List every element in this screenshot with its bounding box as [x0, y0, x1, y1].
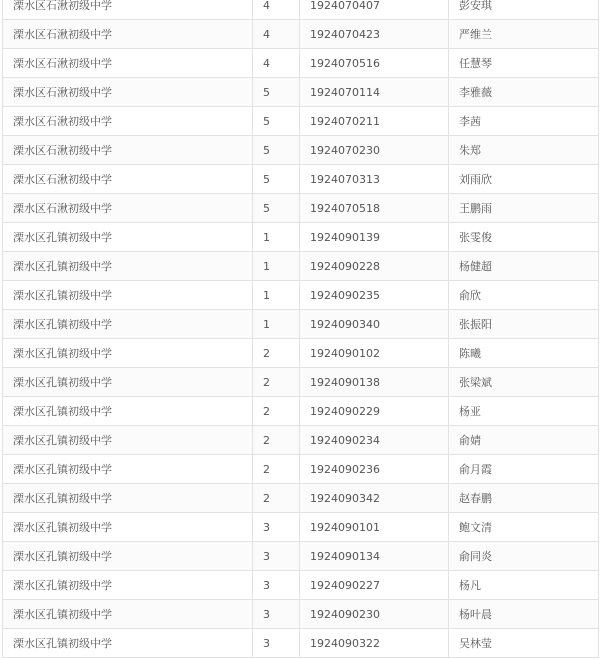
school-cell: 溧水区石湫初级中学: [3, 20, 253, 49]
school-cell: 溧水区石湫初级中学: [3, 0, 253, 20]
exam-number-cell: 1924070407: [300, 0, 449, 20]
table-row: [3, 107, 599, 136]
exam-number-cell: 1924090230: [300, 600, 449, 629]
class-cell: 5: [253, 107, 300, 136]
table-row: [3, 0, 599, 20]
student-name-cell: 陈曦: [449, 339, 599, 368]
class-cell: 2: [253, 484, 300, 513]
table-row: [3, 455, 599, 484]
table-row: [3, 513, 599, 542]
class-cell: 1: [253, 252, 300, 281]
exam-number-cell: 1924090342: [300, 484, 449, 513]
school-cell: 溧水区孔镇初级中学: [3, 252, 253, 281]
student-name-cell: 彭安琪: [449, 0, 599, 20]
class-cell: 3: [253, 629, 300, 658]
class-cell: 3: [253, 600, 300, 629]
student-name-cell: 鲍文清: [449, 513, 599, 542]
table-row: [3, 281, 599, 310]
school-cell: 溧水区孔镇初级中学: [3, 310, 253, 339]
class-cell: 5: [253, 136, 300, 165]
school-cell: 溧水区孔镇初级中学: [3, 368, 253, 397]
table-row: [3, 629, 599, 658]
class-cell: 1: [253, 223, 300, 252]
exam-number-cell: 1924090227: [300, 571, 449, 600]
table-row: [3, 368, 599, 397]
student-name-cell: 刘雨欣: [449, 165, 599, 194]
school-cell: 溧水区孔镇初级中学: [3, 571, 253, 600]
table-row: [3, 49, 599, 78]
school-cell: 溧水区孔镇初级中学: [3, 600, 253, 629]
student-name-cell: 朱郑: [449, 136, 599, 165]
school-cell: 溧水区石湫初级中学: [3, 107, 253, 136]
table-row: [3, 78, 599, 107]
student-name-cell: 俞婧: [449, 426, 599, 455]
student-name-cell: 杨亚: [449, 397, 599, 426]
class-cell: 2: [253, 455, 300, 484]
school-cell: 溧水区石湫初级中学: [3, 78, 253, 107]
table-row: [3, 20, 599, 49]
table-row: [3, 310, 599, 339]
school-cell: 溧水区石湫初级中学: [3, 194, 253, 223]
student-name-cell: 杨凡: [449, 571, 599, 600]
student-name-cell: 赵春鹏: [449, 484, 599, 513]
class-cell: 4: [253, 20, 300, 49]
table-row: [3, 484, 599, 513]
student-name-cell: 张雯俊: [449, 223, 599, 252]
student-name-cell: 李茜: [449, 107, 599, 136]
table-row: [3, 136, 599, 165]
exam-number-cell: 1924090229: [300, 397, 449, 426]
exam-number-cell: 1924070230: [300, 136, 449, 165]
student-name-cell: 王鹏雨: [449, 194, 599, 223]
exam-number-cell: 1924070211: [300, 107, 449, 136]
table-row: [3, 339, 599, 368]
exam-number-cell: 1924070114: [300, 78, 449, 107]
exam-number-cell: 1924090101: [300, 513, 449, 542]
exam-number-cell: 1924090234: [300, 426, 449, 455]
student-name-cell: 杨叶晨: [449, 600, 599, 629]
exam-number-cell: 1924070423: [300, 20, 449, 49]
school-cell: 溧水区孔镇初级中学: [3, 281, 253, 310]
school-cell: 溧水区孔镇初级中学: [3, 542, 253, 571]
student-name-cell: 李雅薇: [449, 78, 599, 107]
class-cell: 2: [253, 426, 300, 455]
class-cell: 4: [253, 0, 300, 20]
table-row: [3, 397, 599, 426]
class-cell: 2: [253, 368, 300, 397]
class-cell: 3: [253, 571, 300, 600]
class-cell: 2: [253, 339, 300, 368]
student-name-cell: 张振阳: [449, 310, 599, 339]
exam-number-cell: 1924090228: [300, 252, 449, 281]
class-cell: 1: [253, 281, 300, 310]
table-row: [3, 426, 599, 455]
table-row: [3, 165, 599, 194]
school-cell: 溧水区石湫初级中学: [3, 136, 253, 165]
student-table: [2, 0, 599, 658]
exam-number-cell: 1924090138: [300, 368, 449, 397]
table-row: [3, 542, 599, 571]
class-cell: 5: [253, 194, 300, 223]
class-cell: 1: [253, 310, 300, 339]
student-name-cell: 任慧琴: [449, 49, 599, 78]
school-cell: 溧水区石湫初级中学: [3, 49, 253, 78]
exam-number-cell: 1924090102: [300, 339, 449, 368]
exam-number-cell: 1924070313: [300, 165, 449, 194]
table-row: [3, 223, 599, 252]
school-cell: 溧水区孔镇初级中学: [3, 223, 253, 252]
exam-number-cell: 1924090236: [300, 455, 449, 484]
exam-number-cell: 1924090340: [300, 310, 449, 339]
class-cell: 3: [253, 542, 300, 571]
table-row: [3, 252, 599, 281]
class-cell: 4: [253, 49, 300, 78]
class-cell: 5: [253, 78, 300, 107]
table-row: [3, 600, 599, 629]
school-cell: 溧水区孔镇初级中学: [3, 397, 253, 426]
table-row: [3, 194, 599, 223]
table-row: [3, 571, 599, 600]
exam-number-cell: 1924090322: [300, 629, 449, 658]
school-cell: 溧水区孔镇初级中学: [3, 484, 253, 513]
school-cell: 溧水区孔镇初级中学: [3, 629, 253, 658]
school-cell: 溧水区孔镇初级中学: [3, 455, 253, 484]
exam-number-cell: 1924090139: [300, 223, 449, 252]
student-name-cell: 吴林莹: [449, 629, 599, 658]
table-body: [3, 0, 599, 658]
student-name-cell: 俞欣: [449, 281, 599, 310]
class-cell: 3: [253, 513, 300, 542]
exam-number-cell: 1924070516: [300, 49, 449, 78]
school-cell: 溧水区石湫初级中学: [3, 165, 253, 194]
school-cell: 溧水区孔镇初级中学: [3, 513, 253, 542]
student-name-cell: 严维兰: [449, 20, 599, 49]
school-cell: 溧水区孔镇初级中学: [3, 426, 253, 455]
school-cell: 溧水区孔镇初级中学: [3, 339, 253, 368]
student-name-cell: 俞同炎: [449, 542, 599, 571]
student-name-cell: 张梁斌: [449, 368, 599, 397]
exam-number-cell: 1924090235: [300, 281, 449, 310]
exam-number-cell: 1924090134: [300, 542, 449, 571]
exam-number-cell: 1924070518: [300, 194, 449, 223]
student-name-cell: 俞月霞: [449, 455, 599, 484]
class-cell: 5: [253, 165, 300, 194]
student-name-cell: 杨健超: [449, 252, 599, 281]
class-cell: 2: [253, 397, 300, 426]
